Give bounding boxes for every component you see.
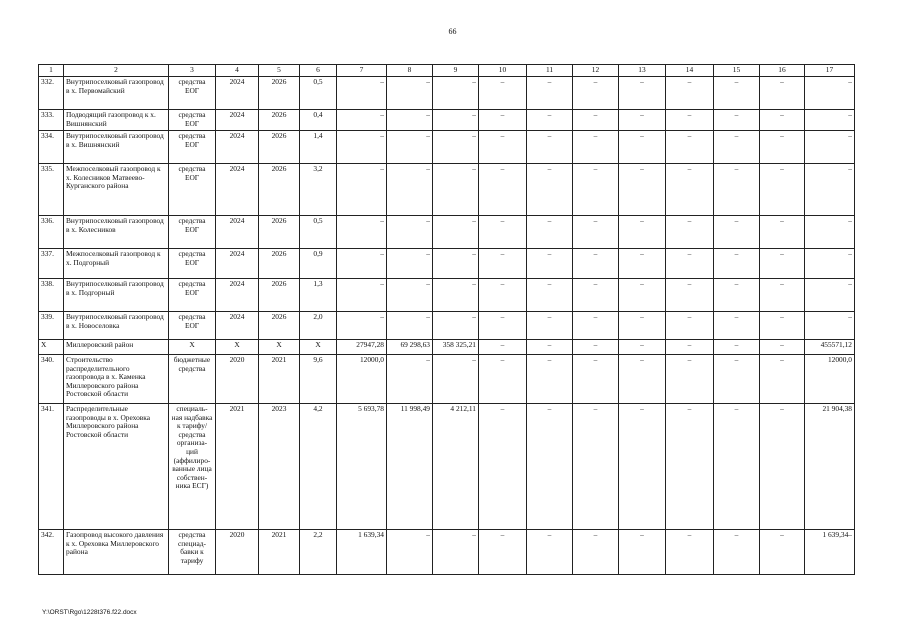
value-col12: – <box>573 355 619 404</box>
value-col11: – <box>527 77 573 110</box>
end-year: 2026 <box>259 216 300 249</box>
column-header-3: 3 <box>169 65 216 77</box>
value-col12: – <box>573 530 619 575</box>
funding-source: средства ЕОГ <box>169 249 216 279</box>
value-col14: – <box>666 249 714 279</box>
total-value: – <box>805 249 855 279</box>
end-year: 2026 <box>259 249 300 279</box>
value-col8: 11 998,49 <box>387 404 433 530</box>
object-name: Миллеровский район <box>64 340 169 355</box>
row-number: 342. <box>39 530 64 575</box>
funding-source: средства ЕОГ <box>169 279 216 312</box>
total-value: – <box>805 110 855 131</box>
value-col7: – <box>337 279 387 312</box>
file-path-footer: Y:\ORST\Rgo\1228t376.f22.docx <box>42 609 137 616</box>
value-col12: – <box>573 110 619 131</box>
value-col8: – <box>387 77 433 110</box>
value-col7: 1 639,34 <box>337 530 387 575</box>
value-col16: – <box>760 312 805 340</box>
table-row <box>39 404 855 530</box>
object-name: Газопровод высокого давления к х. Ореховка Миллеровского района <box>64 530 169 575</box>
value-col15: – <box>714 530 760 575</box>
start-year: 2024 <box>216 312 259 340</box>
value-col12: – <box>573 131 619 164</box>
value-col15: – <box>714 110 760 131</box>
table-row <box>39 530 855 575</box>
value-col11: – <box>527 164 573 216</box>
start-year: 2020 <box>216 355 259 404</box>
value-col16: – <box>760 279 805 312</box>
funding-source: средства ЕОГ <box>169 77 216 110</box>
value-col7: – <box>337 164 387 216</box>
row-number: 334. <box>39 131 64 164</box>
funding-source: средства ЕОГ <box>169 131 216 164</box>
funding-source: средства ЕОГ <box>169 110 216 131</box>
table-row <box>39 312 855 340</box>
value-col7: 12000,0 <box>337 355 387 404</box>
value-col12: – <box>573 164 619 216</box>
object-name: Распределительные газопроводы в х. Ореховка Миллеровского района Ростовской области <box>64 404 169 530</box>
value-col7: – <box>337 77 387 110</box>
object-name: Внутрипоселковый газопровод в х. Новоселовка <box>64 312 169 340</box>
funding-source: бюджетные средства <box>169 355 216 404</box>
value-col13: – <box>619 164 666 216</box>
value-col11: – <box>527 312 573 340</box>
value-col11: – <box>527 279 573 312</box>
value-col12: – <box>573 340 619 355</box>
value-col14: – <box>666 131 714 164</box>
length-km: 3,2 <box>300 164 337 216</box>
value-col8: – <box>387 216 433 249</box>
value-col15: – <box>714 279 760 312</box>
value-col13: – <box>619 279 666 312</box>
column-header-2: 2 <box>64 65 169 77</box>
row-number: 339. <box>39 312 64 340</box>
value-col8: 69 298,63 <box>387 340 433 355</box>
value-col15: – <box>714 355 760 404</box>
value-col13: – <box>619 131 666 164</box>
table-row <box>39 131 855 164</box>
value-col8: – <box>387 312 433 340</box>
value-col12: – <box>573 216 619 249</box>
value-col16: – <box>760 216 805 249</box>
table-row <box>39 110 855 131</box>
column-header-10: 10 <box>479 65 527 77</box>
value-col13: – <box>619 216 666 249</box>
table-row <box>39 249 855 279</box>
column-header-9: 9 <box>433 65 479 77</box>
object-name: Межпоселковый газопровод к х. Колесников Матвеево-Курганского района <box>64 164 169 216</box>
row-number: 332. <box>39 77 64 110</box>
value-col10: – <box>479 77 527 110</box>
row-number: 341. <box>39 404 64 530</box>
value-col10: – <box>479 164 527 216</box>
value-col15: – <box>714 404 760 530</box>
funding-source: Х <box>169 340 216 355</box>
value-col15: – <box>714 249 760 279</box>
value-col11: – <box>527 249 573 279</box>
value-col11: – <box>527 131 573 164</box>
start-year: 2024 <box>216 77 259 110</box>
value-col8: – <box>387 131 433 164</box>
end-year: 2023 <box>259 404 300 530</box>
value-col14: – <box>666 110 714 131</box>
value-col15: – <box>714 77 760 110</box>
table-row <box>39 77 855 110</box>
total-value: – <box>805 77 855 110</box>
total-value: – <box>805 131 855 164</box>
funding-source: средства ЕОГ <box>169 312 216 340</box>
value-col14: – <box>666 77 714 110</box>
value-col13: – <box>619 530 666 575</box>
end-year: 2021 <box>259 530 300 575</box>
value-col14: – <box>666 312 714 340</box>
column-header-17: 17 <box>805 65 855 77</box>
header-row <box>39 65 855 77</box>
value-col10: – <box>479 131 527 164</box>
end-year: 2026 <box>259 312 300 340</box>
table-row <box>39 340 855 355</box>
value-col9: – <box>433 355 479 404</box>
column-header-7: 7 <box>337 65 387 77</box>
row-number: 335. <box>39 164 64 216</box>
value-col15: – <box>714 164 760 216</box>
total-value: – <box>805 216 855 249</box>
value-col10: – <box>479 355 527 404</box>
length-km: 2,0 <box>300 312 337 340</box>
value-col9: – <box>433 164 479 216</box>
value-col7: – <box>337 249 387 279</box>
object-name: Межпоселковый газопровод к х. Подгорный <box>64 249 169 279</box>
value-col13: – <box>619 110 666 131</box>
column-header-6: 6 <box>300 65 337 77</box>
object-name: Строительство распределительного газопровода в х. Каменка Миллеровского района Ростовской области <box>64 355 169 404</box>
funding-source: средства ЕОГ <box>169 216 216 249</box>
row-number: Х <box>39 340 64 355</box>
value-col13: – <box>619 249 666 279</box>
value-col11: – <box>527 110 573 131</box>
investment-table <box>38 64 855 575</box>
value-col11: – <box>527 355 573 404</box>
value-col16: – <box>760 404 805 530</box>
start-year: 2024 <box>216 131 259 164</box>
end-year: 2026 <box>259 77 300 110</box>
object-name: Внутрипоселковый газопровод в х. Первомайский <box>64 77 169 110</box>
value-col13: – <box>619 355 666 404</box>
length-km: 4,2 <box>300 404 337 530</box>
value-col10: – <box>479 530 527 575</box>
table-row <box>39 164 855 216</box>
value-col10: – <box>479 249 527 279</box>
column-header-15: 15 <box>714 65 760 77</box>
value-col8: – <box>387 530 433 575</box>
value-col14: – <box>666 340 714 355</box>
start-year: Х <box>216 340 259 355</box>
value-col15: – <box>714 340 760 355</box>
row-number: 337. <box>39 249 64 279</box>
funding-source: средства специад- бавки к тарифу <box>169 530 216 575</box>
value-col14: – <box>666 530 714 575</box>
column-header-1: 1 <box>39 65 64 77</box>
end-year: 2021 <box>259 355 300 404</box>
value-col10: – <box>479 216 527 249</box>
value-col14: – <box>666 355 714 404</box>
object-name: Внутрипоселковый газопровод в х. Колесников <box>64 216 169 249</box>
start-year: 2024 <box>216 249 259 279</box>
row-number: 338. <box>39 279 64 312</box>
length-km: 2,2 <box>300 530 337 575</box>
value-col13: – <box>619 340 666 355</box>
value-col9: – <box>433 131 479 164</box>
value-col8: – <box>387 110 433 131</box>
object-name: Внутрипоселковый газопровод в х. Подгорный <box>64 279 169 312</box>
total-value: 21 904,38 <box>805 404 855 530</box>
value-col7: 27947,28 <box>337 340 387 355</box>
column-header-4: 4 <box>216 65 259 77</box>
value-col16: – <box>760 249 805 279</box>
total-value: 455571,12 <box>805 340 855 355</box>
value-col9: – <box>433 279 479 312</box>
value-col7: – <box>337 110 387 131</box>
table-row <box>39 355 855 404</box>
length-km: 1,3 <box>300 279 337 312</box>
column-header-5: 5 <box>259 65 300 77</box>
value-col7: – <box>337 312 387 340</box>
value-col14: – <box>666 164 714 216</box>
value-col7: – <box>337 131 387 164</box>
end-year: 2026 <box>259 164 300 216</box>
value-col9: 358 325,21 <box>433 340 479 355</box>
value-col16: – <box>760 110 805 131</box>
value-col8: – <box>387 355 433 404</box>
value-col14: – <box>666 279 714 312</box>
value-col13: – <box>619 312 666 340</box>
value-col11: – <box>527 404 573 530</box>
column-header-11: 11 <box>527 65 573 77</box>
value-col14: – <box>666 216 714 249</box>
page-number: 66 <box>448 27 457 36</box>
value-col10: – <box>479 312 527 340</box>
end-year: 2026 <box>259 279 300 312</box>
length-km: 1,4 <box>300 131 337 164</box>
table-row <box>39 279 855 312</box>
value-col11: – <box>527 340 573 355</box>
value-col8: – <box>387 279 433 312</box>
value-col12: – <box>573 249 619 279</box>
value-col12: – <box>573 279 619 312</box>
value-col12: – <box>573 312 619 340</box>
total-value: 12000,0 <box>805 355 855 404</box>
value-col16: – <box>760 340 805 355</box>
object-name: Внутрипоселковый газопровод в х. Вишнянский <box>64 131 169 164</box>
value-col8: – <box>387 164 433 216</box>
column-header-13: 13 <box>619 65 666 77</box>
value-col13: – <box>619 77 666 110</box>
value-col15: – <box>714 131 760 164</box>
value-col16: – <box>760 164 805 216</box>
value-col9: – <box>433 312 479 340</box>
value-col10: – <box>479 340 527 355</box>
funding-source: средства ЕОГ <box>169 164 216 216</box>
length-km: 0,9 <box>300 249 337 279</box>
value-col9: – <box>433 249 479 279</box>
start-year: 2024 <box>216 164 259 216</box>
value-col8: – <box>387 249 433 279</box>
value-col16: – <box>760 77 805 110</box>
row-number: 336. <box>39 216 64 249</box>
column-header-14: 14 <box>666 65 714 77</box>
column-header-8: 8 <box>387 65 433 77</box>
value-col9: – <box>433 110 479 131</box>
total-value: – <box>805 164 855 216</box>
value-col12: – <box>573 77 619 110</box>
value-col16: – <box>760 131 805 164</box>
value-col16: – <box>760 530 805 575</box>
length-km: Х <box>300 340 337 355</box>
value-col11: – <box>527 216 573 249</box>
start-year: 2024 <box>216 279 259 312</box>
row-number: 333. <box>39 110 64 131</box>
total-value: 1 639,34– <box>805 530 855 575</box>
value-col11: – <box>527 530 573 575</box>
value-col9: – <box>433 77 479 110</box>
total-value: – <box>805 312 855 340</box>
table-row <box>39 216 855 249</box>
start-year: 2021 <box>216 404 259 530</box>
value-col9: 4 212,11 <box>433 404 479 530</box>
object-name: Подводящий газопровод к х. Вишнянский <box>64 110 169 131</box>
value-col10: – <box>479 404 527 530</box>
value-col16: – <box>760 355 805 404</box>
column-header-16: 16 <box>760 65 805 77</box>
value-col15: – <box>714 216 760 249</box>
total-value: – <box>805 279 855 312</box>
value-col14: – <box>666 404 714 530</box>
value-col10: – <box>479 279 527 312</box>
funding-source: специаль- ная надбавка к тарифу/ средства организа- ций (аффилиро- ванные лица собствен- ника ЕСГ) <box>169 404 216 530</box>
value-col13: – <box>619 404 666 530</box>
length-km: 0,5 <box>300 216 337 249</box>
value-col9: – <box>433 216 479 249</box>
length-km: 9,6 <box>300 355 337 404</box>
end-year: Х <box>259 340 300 355</box>
end-year: 2026 <box>259 131 300 164</box>
start-year: 2024 <box>216 216 259 249</box>
length-km: 0,4 <box>300 110 337 131</box>
column-header-12: 12 <box>573 65 619 77</box>
value-col10: – <box>479 110 527 131</box>
value-col9: – <box>433 530 479 575</box>
end-year: 2026 <box>259 110 300 131</box>
value-col7: 5 693,78 <box>337 404 387 530</box>
length-km: 0,5 <box>300 77 337 110</box>
start-year: 2024 <box>216 110 259 131</box>
value-col15: – <box>714 312 760 340</box>
start-year: 2020 <box>216 530 259 575</box>
value-col12: – <box>573 404 619 530</box>
value-col7: – <box>337 216 387 249</box>
row-number: 340. <box>39 355 64 404</box>
